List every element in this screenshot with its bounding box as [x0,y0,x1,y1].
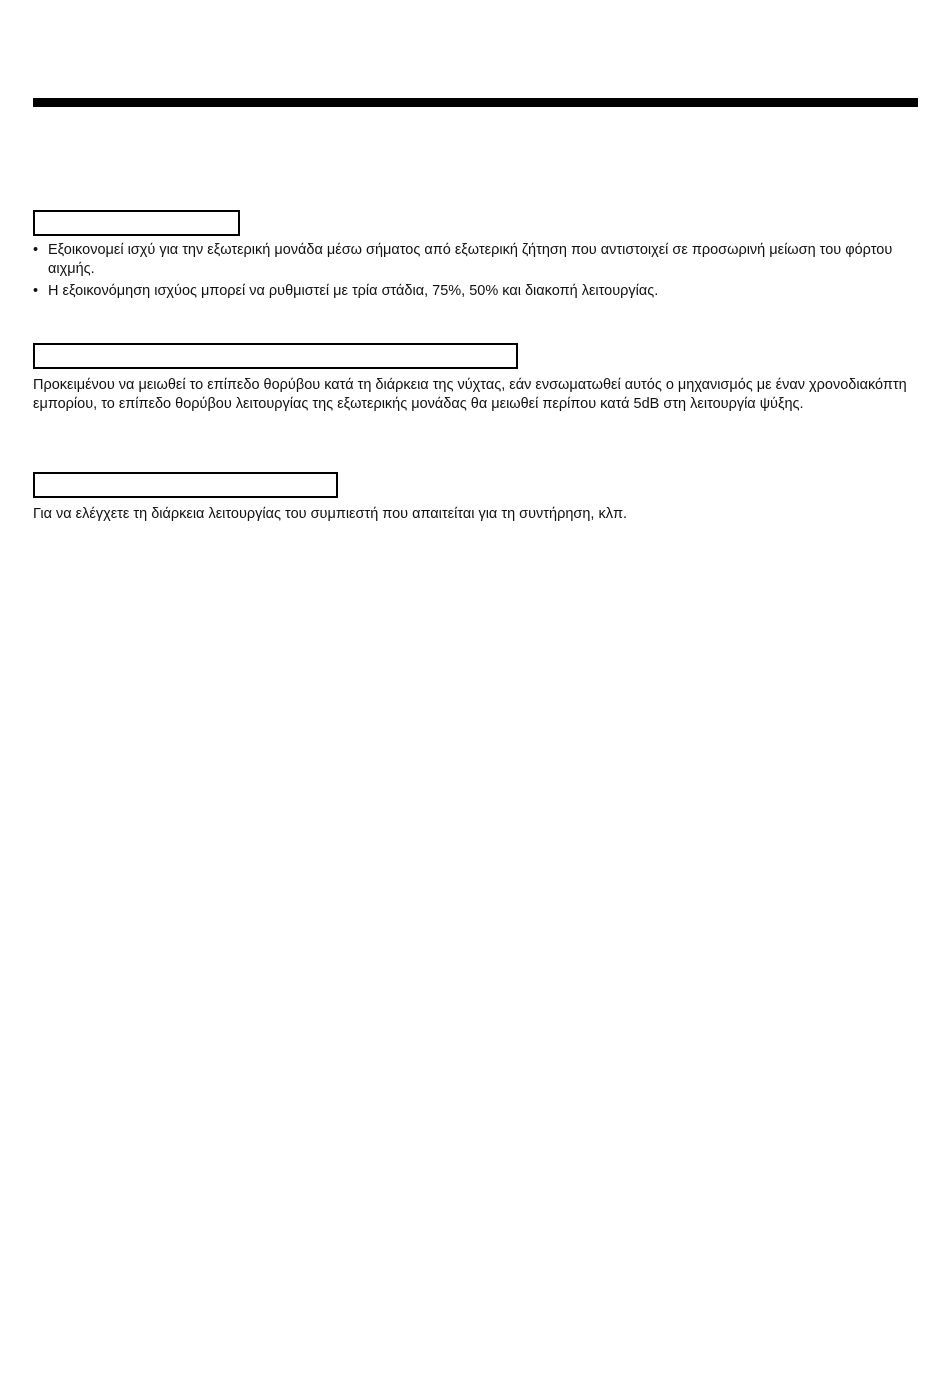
bullet-text: Η εξοικονόμηση ισχύος μπορεί να ρυθμιστεί με τρία στάδια, 75%, 50% και διακοπή λειτουργίας. [48,283,659,299]
list-item [33,282,913,301]
section-3-paragraph: Για να ελέγχετε τη διάρκεια λειτουργίας του συμπιεστή που απαιτείται για τη συντήρηση, κλπ. [33,506,627,522]
bullet-text: Εξοικονομεί ισχύ για την εξωτερική μονάδα μέσω σήματος από εξωτερική ζήτηση που αντιστοιχεί σε προσωρινή μείωση του φόρτου αιχμής. [48,242,893,277]
list-item [33,241,913,279]
section-2-paragraph: Προκειμένου να μειωθεί το επίπεδο θορύβου κατά τη διάρκεια της νύχτας, εάν ενσωματωθεί αυτός ο μηχανισμός με έναν χρονοδιακόπτη εμπορίου, το επίπεδο θορύβου λειτουργίας της εξωτερικής μονάδας θα μειωθεί περίπου κατά 5dB στη λειτουργία ψύξης. [33,377,907,412]
bullet-icon: • [33,242,39,258]
bullet-icon: • [33,283,39,299]
section-1-bullet-list [33,241,913,304]
section-2-heading-box [33,343,518,369]
section-3-heading-box [33,472,338,498]
top-rule [33,98,918,107]
section-1-heading-box [33,210,240,236]
